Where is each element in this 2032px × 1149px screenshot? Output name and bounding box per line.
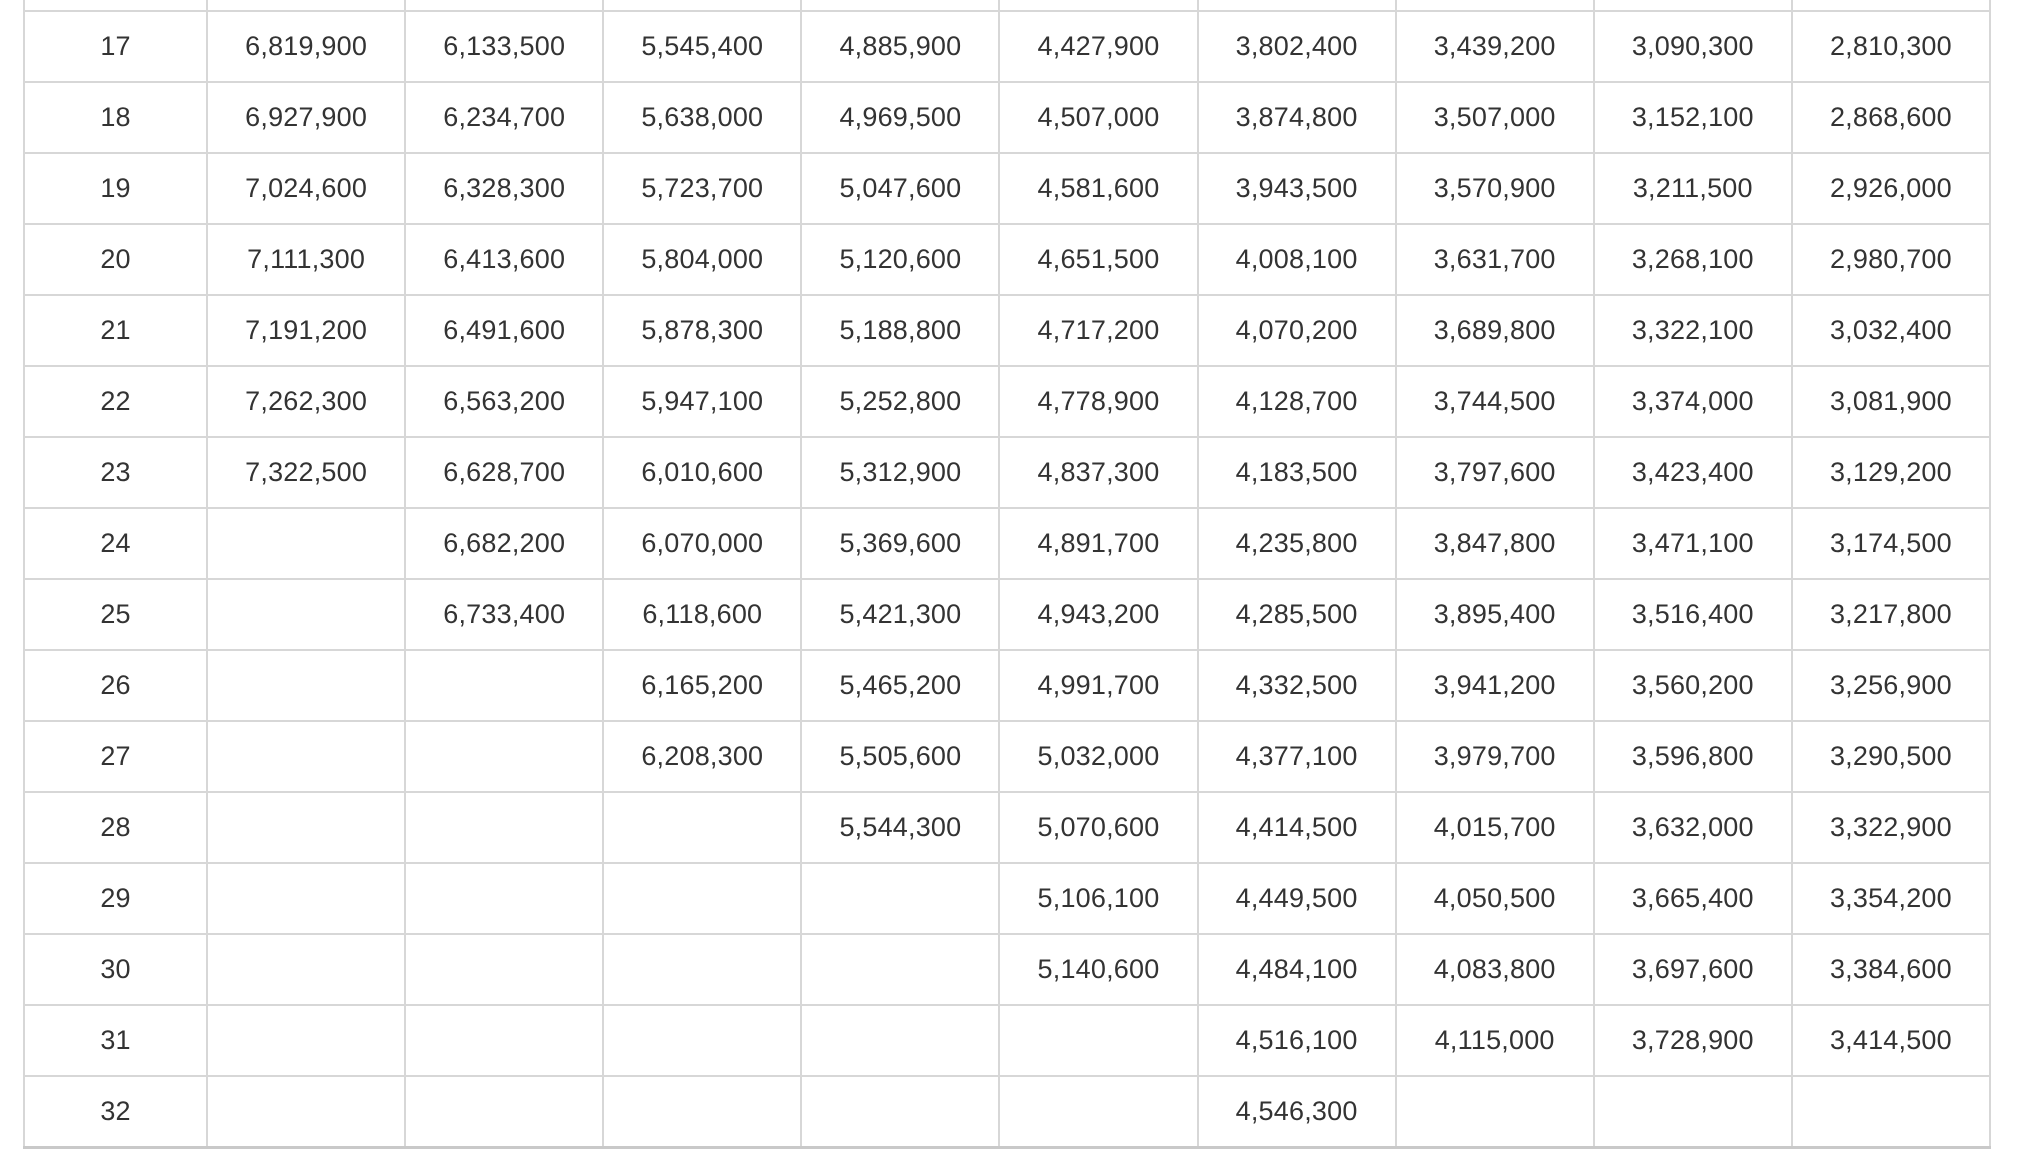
table-cell [207,934,405,1005]
table-cell [405,1005,603,1076]
row-label-cell: 23 [24,437,207,508]
table-cell: 4,651,500 [999,224,1197,295]
table-cell: 3,847,800 [1396,508,1594,579]
table-cell: 3,596,800 [1594,721,1792,792]
table-cell: 3,423,400 [1594,437,1792,508]
table-cell: 5,312,900 [801,437,999,508]
row-label-cell: 31 [24,1005,207,1076]
table-cell: 3,516,400 [1594,579,1792,650]
table-row [24,295,1990,366]
table-cell: 6,133,500 [405,11,603,82]
table-cell: 6,118,600 [603,579,801,650]
table-cell: 3,979,700 [1396,721,1594,792]
table-row [24,508,1990,579]
table-cell: 4,581,600 [999,153,1197,224]
table-cell [603,0,801,11]
row-label-cell: 24 [24,508,207,579]
table-cell: 5,878,300 [603,295,801,366]
table-cell: 3,322,100 [1594,295,1792,366]
row-label-cell: 26 [24,650,207,721]
table-cell: 6,234,700 [405,82,603,153]
table-row [24,863,1990,934]
table-cell: 3,570,900 [1396,153,1594,224]
table-row [24,721,1990,792]
table-cell: 4,050,500 [1396,863,1594,934]
table-cell: 5,252,800 [801,366,999,437]
table-cell: 4,969,500 [801,82,999,153]
table-cell: 4,778,900 [999,366,1197,437]
table-cell: 3,414,500 [1792,1005,1990,1076]
table-cell: 4,183,500 [1198,437,1396,508]
table-cell: 3,256,900 [1792,650,1990,721]
table-cell [207,508,405,579]
table-cell [207,650,405,721]
table-cell: 6,491,600 [405,295,603,366]
table-cell: 3,665,400 [1594,863,1792,934]
table-cell: 2,868,600 [1792,82,1990,153]
table-cell: 3,943,500 [1198,153,1396,224]
table-cell: 3,507,000 [1396,82,1594,153]
row-label-cell: 28 [24,792,207,863]
table-cell: 4,449,500 [1198,863,1396,934]
table-cell: 5,070,600 [999,792,1197,863]
table-row [24,224,1990,295]
table-cell: 5,505,600 [801,721,999,792]
table-cell [207,863,405,934]
table-cell: 4,943,200 [999,579,1197,650]
table-cell [405,1076,603,1148]
row-label-cell: 22 [24,366,207,437]
table-cell: 4,332,500 [1198,650,1396,721]
row-label-cell: 18 [24,82,207,153]
table-cell: 5,369,600 [801,508,999,579]
table-cell: 3,322,900 [1792,792,1990,863]
table-cell: 6,628,700 [405,437,603,508]
table-cell [801,934,999,1005]
table-cell [405,721,603,792]
table-cell: 4,414,500 [1198,792,1396,863]
table-row [24,153,1990,224]
table-cell: 3,439,200 [1396,11,1594,82]
table-cell: 4,885,900 [801,11,999,82]
table-cell: 5,545,400 [603,11,801,82]
table-cell: 4,285,500 [1198,579,1396,650]
table-cell: 5,723,700 [603,153,801,224]
table-cell: 4,717,200 [999,295,1197,366]
table-cell: 7,111,300 [207,224,405,295]
table-cell: 3,290,500 [1792,721,1990,792]
table-cell: 6,070,000 [603,508,801,579]
table-cell: 4,837,300 [999,437,1197,508]
table-cell: 4,484,100 [1198,934,1396,1005]
table-cell [1198,0,1396,11]
table-cell: 3,728,900 [1594,1005,1792,1076]
table-cell: 6,328,300 [405,153,603,224]
table-cell: 3,631,700 [1396,224,1594,295]
table-cell: 3,874,800 [1198,82,1396,153]
table-cell [1396,0,1594,11]
table-cell [999,1076,1197,1148]
table-container [23,0,1991,1149]
table-row [24,1005,1990,1076]
table-row [24,366,1990,437]
table-cell: 6,208,300 [603,721,801,792]
table-row [24,650,1990,721]
table-cell: 3,174,500 [1792,508,1990,579]
table-cell [1594,1076,1792,1148]
row-label-cell: 29 [24,863,207,934]
table-cell: 4,115,000 [1396,1005,1594,1076]
table-cell: 6,563,200 [405,366,603,437]
table-cell [1594,0,1792,11]
row-label-cell: 32 [24,1076,207,1148]
table-cell: 5,106,100 [999,863,1197,934]
table-cell: 4,507,000 [999,82,1197,153]
table-cell: 2,810,300 [1792,11,1990,82]
table-cell: 5,120,600 [801,224,999,295]
table-cell: 5,047,600 [801,153,999,224]
table-cell [1792,0,1990,11]
table-cell: 6,819,900 [207,11,405,82]
table-cell [405,650,603,721]
table-cell [999,1005,1197,1076]
table-cell: 4,015,700 [1396,792,1594,863]
table-cell [207,792,405,863]
table-cell: 3,268,100 [1594,224,1792,295]
table-cell: 4,235,800 [1198,508,1396,579]
table-cell [405,863,603,934]
table-row [24,0,1990,11]
table-cell: 7,262,300 [207,366,405,437]
row-label-cell: 20 [24,224,207,295]
table-cell: 3,941,200 [1396,650,1594,721]
table-cell [801,1076,999,1148]
row-label-cell: 25 [24,579,207,650]
table-cell: 6,010,600 [603,437,801,508]
table-cell: 4,546,300 [1198,1076,1396,1148]
table-cell: 7,191,200 [207,295,405,366]
table-cell: 3,374,000 [1594,366,1792,437]
table-row [24,579,1990,650]
table-row [24,437,1990,508]
table-cell: 5,188,800 [801,295,999,366]
table-row [24,1076,1990,1148]
table-cell: 3,471,100 [1594,508,1792,579]
table-cell: 3,797,600 [1396,437,1594,508]
table-row [24,11,1990,82]
table-cell: 5,544,300 [801,792,999,863]
table-cell: 5,421,300 [801,579,999,650]
table-cell: 5,140,600 [999,934,1197,1005]
table-cell [603,934,801,1005]
table-cell: 3,744,500 [1396,366,1594,437]
table-cell: 4,377,100 [1198,721,1396,792]
table-cell: 3,211,500 [1594,153,1792,224]
table-cell: 4,070,200 [1198,295,1396,366]
table-cell: 5,638,000 [603,82,801,153]
table-cell: 3,081,900 [1792,366,1990,437]
row-label-cell: 30 [24,934,207,1005]
table-cell [801,863,999,934]
row-label-cell: 21 [24,295,207,366]
row-label-cell: 19 [24,153,207,224]
row-label-cell: 17 [24,11,207,82]
table-cell: 4,991,700 [999,650,1197,721]
table-cell [207,1076,405,1148]
table-cell: 3,129,200 [1792,437,1990,508]
table-cell: 3,802,400 [1198,11,1396,82]
table-cell: 3,032,400 [1792,295,1990,366]
table-cell [603,863,801,934]
table-cell [999,0,1197,11]
table-cell [603,1076,801,1148]
table-cell [1792,1076,1990,1148]
table-cell: 4,083,800 [1396,934,1594,1005]
row-label-cell: 27 [24,721,207,792]
table-cell: 4,891,700 [999,508,1197,579]
table-cell: 5,465,200 [801,650,999,721]
table-cell [405,0,603,11]
table-cell: 2,980,700 [1792,224,1990,295]
table-cell [405,792,603,863]
table-body [24,0,1990,1148]
table-cell: 3,697,600 [1594,934,1792,1005]
table-cell: 5,032,000 [999,721,1197,792]
table-cell [207,1005,405,1076]
table-cell: 3,384,600 [1792,934,1990,1005]
table-cell: 6,413,600 [405,224,603,295]
table-cell [603,1005,801,1076]
table-cell [801,1005,999,1076]
table-cell: 6,682,200 [405,508,603,579]
table-cell: 3,895,400 [1396,579,1594,650]
table-cell: 3,560,200 [1594,650,1792,721]
table-cell: 4,516,100 [1198,1005,1396,1076]
data-table [23,0,1991,1149]
table-cell [405,934,603,1005]
table-row [24,82,1990,153]
table-cell: 6,165,200 [603,650,801,721]
table-cell: 3,217,800 [1792,579,1990,650]
table-cell: 3,152,100 [1594,82,1792,153]
table-cell: 3,632,000 [1594,792,1792,863]
table-cell: 3,090,300 [1594,11,1792,82]
table-cell [801,0,999,11]
table-cell: 7,024,600 [207,153,405,224]
table-cell: 5,947,100 [603,366,801,437]
table-cell: 4,427,900 [999,11,1197,82]
table-cell: 3,354,200 [1792,863,1990,934]
table-cell [1396,1076,1594,1148]
table-cell [207,721,405,792]
table-cell: 6,733,400 [405,579,603,650]
table-cell: 4,128,700 [1198,366,1396,437]
table-row [24,792,1990,863]
table-cell: 6,927,900 [207,82,405,153]
table-row [24,934,1990,1005]
table-cell: 2,926,000 [1792,153,1990,224]
table-cell: 4,008,100 [1198,224,1396,295]
table-cell: 3,689,800 [1396,295,1594,366]
row-label-cell [24,0,207,11]
table-cell [207,579,405,650]
table-cell: 5,804,000 [603,224,801,295]
table-cell [603,792,801,863]
table-cell [207,0,405,11]
table-cell: 7,322,500 [207,437,405,508]
